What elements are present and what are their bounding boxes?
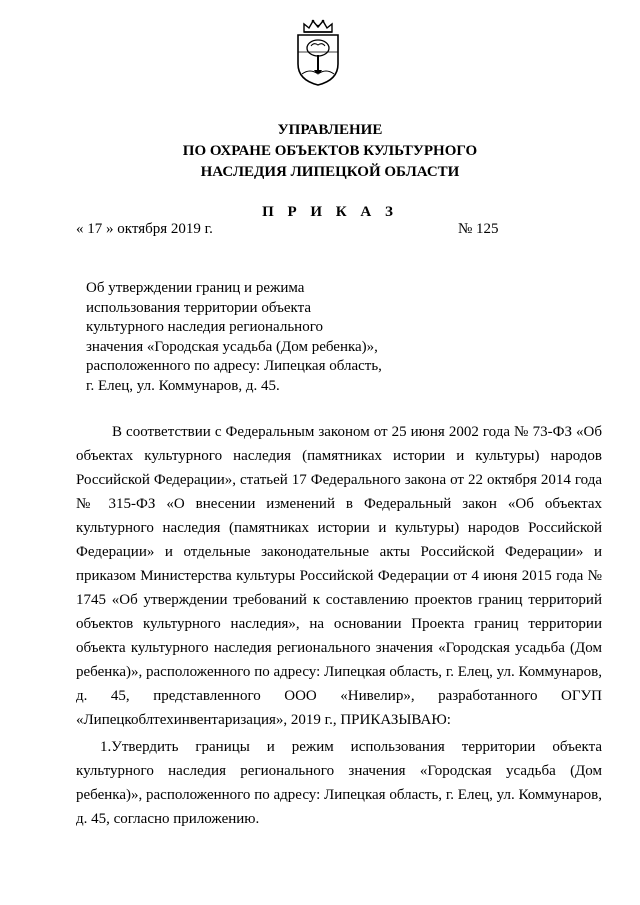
order-title: П Р И К А З [262, 204, 398, 220]
order-body [76, 420, 602, 831]
order-item-1: 1.Утвердить границы и режим использования территории объекта культурного наследия регионального значения «Городская усадьба (Дом ребенка)», расположенного по адресу: Липецкая область, г. Елец, ул. Коммунаров, д. 45, согласно приложению. [76, 739, 602, 827]
agency-header-line2: ПО ОХРАНЕ ОБЪЕКТОВ КУЛЬТУРНОГО [182, 143, 478, 159]
subject-line: Об утверждении границ и режима [86, 280, 305, 296]
agency-header [150, 120, 510, 183]
preamble-paragraph: В соответствии с Федеральным законом от 25 июня 2002 года № 73-ФЗ «Об объектах культурного наследия (памятниках истории и культуры) народов Российской Федерации», статьей 17 Федерального закона от 22 октября 2014 года № 315-ФЗ «О внесении изменений в Федеральный закон «Об объектах культурного наследия (памятниках истории и культуры) народов Российской Федерации» и отдельные законодательные акты Российской Федерации» и приказом Министерства культуры Российской Федерации от 4 июня 2015 года № 1745 «Об утверждении требований к составлению проектов границ территорий объектов культурного наследия», на основании Проекта границ территории объекта культурного наследия регионального значения «Городская усадьба (Дом ребенка)», расположенного по адресу: Липецкая область, г. Елец, ул. Коммунаров, д. 45, представленного ООО «Нивелир», разработанного ОГУП «Липецкоблтехинвентаризация», 2019 г., ПРИКАЗЫВАЮ: [76, 424, 602, 728]
order-subject [86, 279, 386, 396]
order-number: № 125 [458, 221, 499, 237]
subject-line: расположенного по адресу: Липецкая область, [86, 358, 382, 374]
subject-line: культурного наследия регионального [86, 319, 323, 335]
subject-line: г. Елец, ул. Коммунаров, д. 45. [86, 377, 280, 394]
agency-header-line1: УПРАВЛЕНИЕ [277, 122, 383, 138]
subject-line: значения «Городская усадьба (Дом ребенка)», [86, 338, 378, 355]
subject-line: использования территории объекта [86, 299, 311, 316]
order-date: « 17 » октября 2019 г. [76, 221, 213, 237]
agency-header-line3: НАСЛЕДИЯ ЛИПЕЦКОЙ ОБЛАСТИ [200, 164, 460, 180]
coat-of-arms-icon [294, 18, 342, 88]
